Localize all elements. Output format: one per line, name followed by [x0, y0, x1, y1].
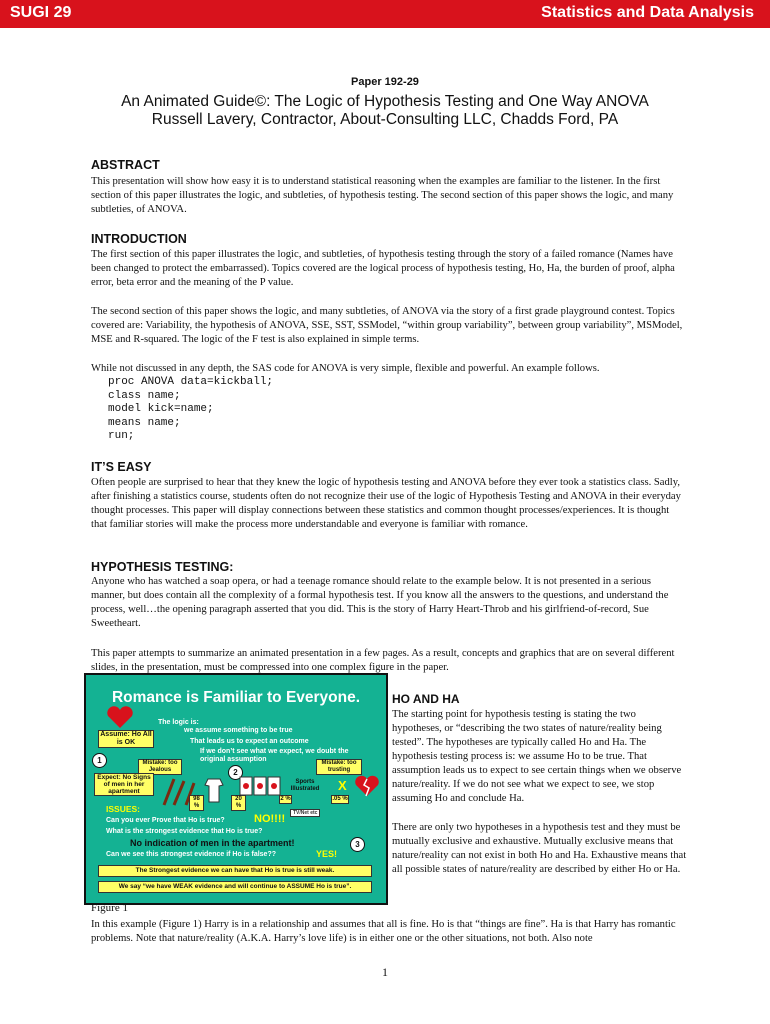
step-1-badge: 1 [92, 753, 107, 768]
step-2-badge: 2 [228, 765, 243, 780]
pct-2: 2 % [280, 796, 291, 802]
introduction-p2: The second section of this paper shows the logic, and many subtleties, of ANOVA via the story of a first grade playground contest. Topics covered are: Variability, the hypothesis of ANOVA, SSE, SST, SSModel, “within group variability”, between group variability”, MSModel, MSE and R-squared. The logic of the F test is also explained in simple terms. [91, 306, 683, 345]
no-indication-statement: No indication of men in the apartment! [130, 838, 295, 848]
abstract-text: This presentation will show how easy it is to understand statistical reasoning when the examples are familiar to the listener. In the first section of this paper illustrates the logic, and subtleties, of hypothesis testing. The second section of this paper shows the logic, and many subtleties, of ANOVA. [91, 176, 674, 215]
logic-is-label: The logic is: [158, 719, 199, 726]
tv-net-label: TV/Net etc [290, 809, 320, 817]
shirt-icon [204, 777, 224, 803]
question-prove: Can you ever Prove that Ho is true? [106, 817, 225, 824]
answer-no: NO!!!! [254, 813, 286, 825]
introduction-p1: The first section of this paper illustrates the logic, and subtleties, of hypothesis testing through the story of a failed romance (Names have been changed to protect the embarrassed). Topics covered are the logical process of hypothesis testing, Ho, Ha, the burden of proof, alpha error, beta error and the meaning of the P value. [91, 249, 675, 288]
expect-box: Expect: No Signs of men in her apartment [94, 773, 154, 796]
hypothesis-testing-p2: This paper attempts to summarize an animated presentation in a few pages. As a result, concepts and graphics that are on several different slides, in the presentation, must be compressed into one complex figure in the paper. [91, 648, 675, 673]
header-banner [0, 0, 770, 28]
question-strongest: What is the strongest evidence that Ho is true? [106, 828, 263, 835]
step-3-badge: 3 [350, 837, 365, 852]
mistake-jealous-box: Mistake: too Jealous [138, 759, 182, 775]
hypothesis-testing-p1: Anyone who has watched a soap opera, or had a teenage romance should relate to the example below. It is not presented in a serious manner, but does contain all the complexity of a formal hypothesis test. If you know all the answers to the questions, and understand the process, well…the opening paragraph asserted that you did. This is the story of Harry Heart-Throb and his girlfriend-of-record, Sue Sweetheart. [91, 576, 669, 629]
conference-label: SUGI 29 [10, 4, 72, 21]
hypothesis-testing-heading: HYPOTHESIS TESTING: [91, 560, 234, 574]
pct-05: .05 % [332, 796, 348, 802]
paper-title [0, 93, 770, 129]
x-mark: X [338, 778, 347, 793]
title-line-2: Russell Lavery, Contractor, About-Consulting LLC, Chadds Ford, PA [151, 111, 619, 128]
abstract-heading: ABSTRACT [91, 158, 160, 172]
its-easy-heading: IT’S EASY [91, 460, 152, 474]
title-line-1: An Animated Guide©: The Logic of Hypothesis Testing and One Way ANOVA [121, 93, 649, 110]
leads-line: That leads us to expect an outcome [190, 738, 309, 745]
assume-line: we assume something to be true [184, 727, 293, 734]
bottom-text: In this example (Figure 1) Harry is in a relationship and assumes that all is fine. Ho is that “things are fine”. Ha is that Harry has romantic problems. Note that nature/reality (A.K.A. Harry’s love life) is in either one or the other situations, not both. Also note [91, 919, 676, 944]
ho-ha-heading: HO AND HA [392, 692, 460, 706]
ho-ha-p1: The starting point for hypothesis testing is stating the two hypotheses, or “describing the two states of nature/reality being tested”. The hypotheses are typically called Ho and Ha. The hypothesis testing process is: we assume Ho to be true. That assumption leads us to expect to see certain things when we observe nature/reality. If we do not see what we expect to see, we stop assuming Ho and conclude Ha. [392, 709, 682, 804]
answer-yes: YES! [316, 849, 338, 859]
pct-20: 20 % [231, 795, 246, 811]
figure-1-romance [84, 673, 388, 905]
weak-evidence-box: The Strongest evidence we can have that Ho is true is still weak. [98, 865, 372, 877]
introduction-heading: INTRODUCTION [91, 232, 187, 246]
heart-icon [106, 705, 134, 729]
page-number: 1 [382, 965, 388, 979]
sports-illustrated-label: Sports Illustrated [290, 779, 320, 792]
paper-number: Paper 192-29 [351, 76, 419, 88]
its-easy-text: Often people are surprised to hear that they knew the logic of hypothesis testing and ANOVA before they ever took a statistics class. Sadly, after finishing a statistics course, students often do not recognize their use of the logic of Hypothesis Testing and ANOVA in their everyday thought processes. This paper will display connections between these statistics and common thought processes/experiences. It is thought that familiar stories will make the process more understandable and everyone is familiar with romance. [91, 477, 681, 530]
question-see: Can we see this strongest evidence if Ho is false?? [106, 851, 276, 858]
continue-assume-box: We say “we have WEAK evidence and will continue to ASSUME Ho is true”. [98, 881, 372, 893]
mistake-trusting-box: Mistake: too trusting [316, 759, 362, 775]
introduction-p3: While not discussed in any depth, the SAS code for ANOVA is very simple, flexible and powerful. An example follows. [91, 363, 600, 374]
section-label: Statistics and Data Analysis [541, 4, 754, 21]
issues-heading: ISSUES: [106, 804, 141, 814]
broken-heart-icon [354, 775, 380, 797]
ho-ha-p2: There are only two hypotheses in a hypothesis test and they must be mutually exclusive and exhaustive. Mutually exclusive means that nature/reality can not exist in both Ho and Ha. Exhaustive means that all possible states of nature/reality are described by either Ho or Ha. [392, 822, 687, 875]
doubt-line: If we don’t see what we expect, we doubt the original assumption [200, 748, 349, 763]
figure-title: Romance is Familiar to Everyone. [111, 689, 361, 706]
figure-caption: Figure 1 [91, 902, 128, 914]
assume-ho-box: Assume: Ho All is OK [98, 730, 154, 748]
sas-code: proc ANOVA data=kickball; class name; model kick=name; means name; run; [108, 376, 274, 442]
pct-98: 98 % [189, 795, 204, 811]
playing-cards-icon [238, 775, 282, 797]
